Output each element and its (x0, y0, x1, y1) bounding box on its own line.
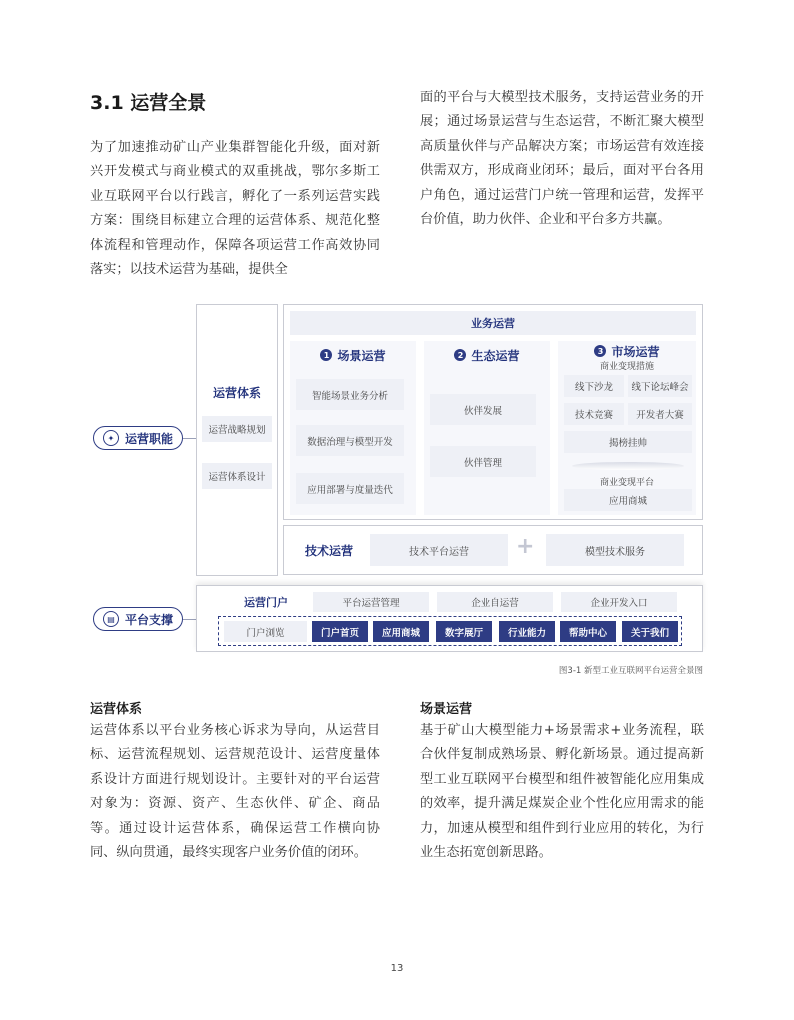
eco-item: 伙伴发展 (430, 394, 536, 425)
market-item: 揭榜挂帅 (564, 431, 692, 453)
pill-platform-support-label: 平台支撑 (124, 612, 173, 627)
scene-item: 应用部署与度量迭代 (296, 473, 404, 504)
eco-item: 伙伴管理 (430, 446, 536, 477)
figure-caption: 图3-1 新型工业互联网平台运营全景图 (558, 666, 703, 676)
operations-portal-title: 运营门户 (244, 596, 288, 609)
business-operations-title: 业务运营 (290, 311, 696, 335)
scene-operations-label: 场景运营 (337, 348, 386, 363)
eco-operations-column (424, 341, 550, 515)
portal-top-item: 企业开发入口 (561, 592, 677, 612)
business-operations-panel (283, 304, 703, 520)
subsection-text-right: 基于矿山大模型能力+场景需求+业务流程，联合伙伴复制成熟场景、孵化新场景。通过提高新型工业互联网平台模型和组件被智能化应用集成的效率，提升满足煤炭企业个性化应用需求的能力，加速从模型和组件到行业应用的转化，为行业生态拓宽创新思路。 (420, 723, 704, 861)
portal-page: 行业能力 (499, 621, 555, 642)
number-badge: 2 (454, 349, 466, 361)
tech-operations-title: 技术运营 (304, 543, 353, 558)
operations-system-title: 运营体系 (212, 385, 261, 400)
server-icon: ▤ (103, 611, 119, 627)
pill-operations-function (93, 426, 183, 450)
scene-operations-column (290, 341, 416, 515)
market-item: 技术竞赛 (564, 403, 624, 425)
portal-page: 关于我们 (622, 621, 678, 642)
market-item: 线下论坛峰会 (628, 375, 692, 397)
operations-portal-panel (196, 585, 703, 652)
market-item: 开发者大赛 (628, 403, 692, 425)
market-operations-title (558, 342, 696, 360)
plus-icon: + (516, 534, 535, 559)
market-item: 线下沙龙 (564, 375, 624, 397)
pill-platform-support (93, 607, 183, 631)
eco-operations-label: 生态运营 (471, 348, 520, 363)
system-item: 运营战略规划 (202, 416, 272, 442)
tech-operations-panel (283, 525, 703, 575)
eco-operations-title (424, 345, 550, 365)
subsection-text-left: 运营体系以平台业务核心诉求为导向，从运营目标、运营流程规划、运营规范设计、运营度量体系设计方面进行规划设计。主要针对的平台运营对象为：资源、资产、生态伙伴、矿企、商品等。通过设计运营体系，确保运营工作横向协同、纵向贯通，最终实现客户业务价值的闭环。 (90, 723, 380, 861)
sparkle-icon: ✦ (103, 430, 119, 446)
market-platform: 应用商城 (564, 489, 692, 511)
portal-page: 应用商城 (373, 621, 429, 642)
section-heading: 3.1 运营全景 (90, 92, 207, 114)
market-subtitle: 商业变现平台 (599, 478, 654, 488)
market-divider-arc (572, 462, 684, 470)
market-operations-column (558, 341, 696, 515)
intro-paragraph-left: 为了加速推动矿山产业集群智能化升级，面对新兴开发模式与商业模式的双重挑战，鄂尔多斯工业互联网平台以行践言，孵化了一系列运营实践方案：围绕目标建立合理的运营体系、规范化整体流程和管理动作，保障各项运营工作高效协同落实；以技术运营为基础，提供全 (90, 140, 380, 278)
subsection-title-left: 运营体系 (90, 702, 143, 717)
intro-paragraph-right: 面的平台与大模型技术服务，支持运营业务的开展；通过场景运营与生态运营，不断汇聚大模型高质量伙伴与产品解决方案；市场运营有效连接供需双方，形成商业闭环；最后，面对平台各用户角色，通过运营门户统一管理和运营，发挥平台价值，助力伙伴、企业和平台多方共赢。 (420, 90, 704, 228)
number-badge: 3 (594, 345, 606, 357)
tech-item: 技术平台运营 (370, 534, 508, 566)
portal-page: 数字展厅 (436, 621, 492, 642)
market-subtitle: 商业变现措施 (599, 362, 654, 372)
portal-top-item: 平台运营管理 (313, 592, 429, 612)
system-item: 运营体系设计 (202, 463, 272, 489)
scene-item: 数据治理与模型开发 (296, 425, 404, 456)
portal-browse-label: 门户浏览 (224, 621, 307, 642)
scene-item: 智能场景业务分析 (296, 379, 404, 410)
operations-system-panel (196, 304, 278, 576)
pill-operations-function-label: 运营职能 (124, 431, 173, 446)
scene-operations-title (290, 345, 416, 365)
number-badge: 1 (320, 349, 332, 361)
page-number: 13 (390, 963, 404, 974)
portal-page: 门户首页 (312, 621, 368, 642)
portal-top-item: 企业自运营 (437, 592, 553, 612)
connector-line (183, 619, 196, 620)
portal-page: 帮助中心 (560, 621, 616, 642)
connector-line (183, 438, 196, 439)
subsection-title-right: 场景运营 (420, 702, 473, 717)
tech-item: 模型技术服务 (546, 534, 684, 566)
market-operations-label: 市场运营 (611, 344, 660, 359)
